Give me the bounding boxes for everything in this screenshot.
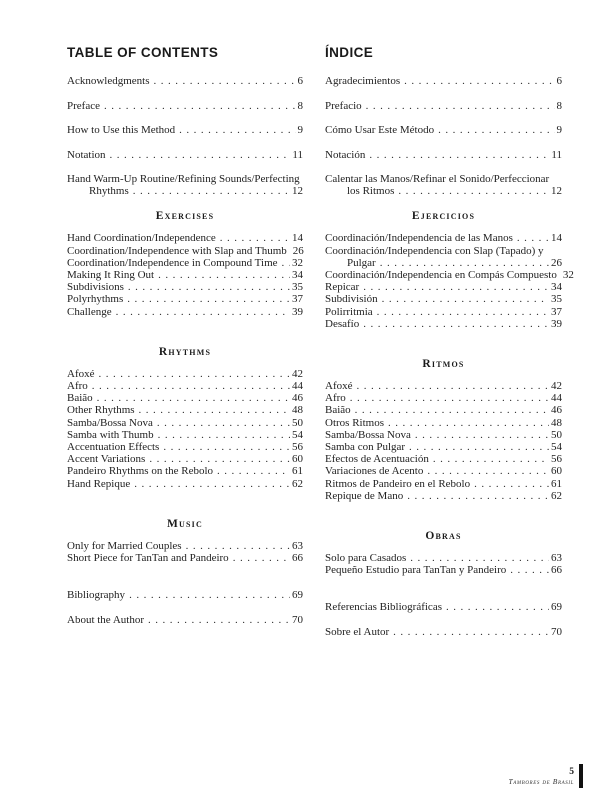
toc-title-spanish: ÍNDICE (325, 45, 374, 60)
toc-entry-label: Hand Coordination/Independence (67, 232, 216, 245)
dot-leader (388, 417, 549, 429)
toc-entry-page: 70 (551, 625, 562, 638)
toc-entry-page: 66 (292, 552, 303, 565)
toc-entry (325, 552, 562, 564)
toc-entry-label: Afoxé (325, 380, 353, 393)
toc-entry-label: Cómo Usar Este Método (325, 124, 435, 136)
toc-entry-page: 62 (292, 477, 303, 490)
toc-entry (325, 392, 562, 404)
toc-entry (325, 465, 562, 477)
toc-entry-page: 61 (551, 477, 562, 490)
toc-entry-label: Only for Married Couples (67, 539, 182, 552)
dot-leader (427, 465, 549, 477)
toc-entry-label: Acknowledgments (67, 75, 150, 87)
toc-entry-label-wrap: los Ritmos (347, 185, 395, 198)
dot-leader (220, 232, 290, 244)
toc-entry (67, 380, 303, 392)
toc-entry-page: 39 (551, 317, 562, 330)
toc-entry-page: 46 (292, 392, 303, 405)
toc-entry (67, 149, 303, 161)
toc-entry-label-wrap: Pulgar (347, 256, 376, 269)
dot-leader (153, 75, 295, 87)
dot-leader (158, 269, 290, 281)
toc-entry-label: Coordination/Independence in Compound Time (67, 256, 278, 269)
toc-entry (325, 478, 562, 490)
toc-section (325, 210, 574, 330)
toc-entry-label: Other Rhythms (67, 404, 135, 417)
section-entries (67, 540, 303, 564)
section-heading: Music (167, 517, 203, 530)
toc-entry-page: 42 (551, 380, 562, 393)
toc-entry-page: 60 (292, 453, 303, 466)
back-matter-list-english (67, 589, 303, 626)
dot-leader (186, 540, 290, 552)
toc-entry (67, 75, 303, 87)
toc-entry-label: Baião (325, 404, 351, 417)
toc-entry-label: Challenge (67, 305, 112, 318)
toc-entry (325, 293, 562, 305)
toc-entry-label: Short Piece for TanTan and Pandeiro (67, 552, 229, 565)
toc-column-spanish (325, 44, 574, 650)
toc-entry-label: Calentar las Manos/Refinar el Sonido/Perfeccionar (325, 173, 550, 185)
toc-entry (67, 589, 303, 601)
toc-entry-label: Sobre el Autor (325, 625, 390, 638)
toc-section (67, 210, 303, 317)
toc-entry (67, 478, 303, 490)
dot-leader (382, 293, 549, 305)
dot-leader (163, 441, 290, 453)
toc-entry (325, 404, 562, 416)
toc-entry-page: 66 (551, 564, 562, 577)
toc-entry (325, 453, 562, 465)
toc-entry-label: Samba/Bossa Nova (325, 428, 411, 441)
toc-entry-label: Pandeiro Rhythms on the Rebolo (67, 465, 214, 478)
toc-entry-label: Solo para Casados (325, 552, 407, 565)
front-matter-list-english (67, 75, 303, 197)
toc-entry-label: Efectos de Acentuación (325, 453, 429, 466)
back-matter-list-spanish (325, 601, 562, 638)
toc-entry-page: 70 (292, 613, 303, 626)
toc-entry-label: Repique de Mano (325, 489, 404, 502)
dot-leader (134, 478, 290, 490)
toc-entry-page: 34 (292, 269, 303, 282)
dot-leader (369, 149, 549, 161)
toc-entry-page: 56 (292, 441, 303, 454)
toc-entry (67, 417, 303, 429)
toc-entry-label: Desafío (325, 317, 360, 330)
toc-entry-label: Samba con Pulgar (325, 441, 406, 454)
toc-entry-label: Coordination/Independence with Slap and Thumb (67, 244, 287, 257)
dot-leader (433, 453, 549, 465)
toc-entry (325, 306, 562, 318)
toc-entry (67, 232, 303, 244)
toc-entry (67, 257, 303, 269)
toc-entry-label: Notación (325, 148, 366, 161)
toc-entry (325, 100, 562, 112)
toc-entry-label: Polirritmia (325, 305, 373, 318)
toc-entry (67, 281, 303, 293)
toc-title-english: TABLE OF CONTENTS (67, 45, 219, 60)
section-entries (325, 380, 562, 502)
toc-entry-page: 69 (551, 601, 562, 614)
dot-leader (363, 281, 549, 293)
toc-entry-label: Hand Repique (67, 477, 131, 490)
toc-entry-page: 6 (556, 75, 562, 87)
toc-entry (67, 306, 303, 318)
toc-entry (325, 318, 562, 330)
toc-entry (325, 124, 562, 136)
toc-entry-page: 37 (292, 293, 303, 306)
dot-leader (97, 392, 290, 404)
dot-leader (398, 185, 549, 197)
dot-leader (179, 124, 295, 136)
toc-entry-page: 63 (551, 552, 562, 565)
dot-leader (128, 281, 290, 293)
dot-leader (404, 75, 554, 87)
dot-leader (99, 368, 291, 380)
toc-entry (325, 149, 562, 161)
dot-leader (149, 453, 290, 465)
section-heading: Ejercicios (411, 210, 476, 223)
toc-entry-page: 35 (292, 281, 303, 294)
page-number: 5 (569, 766, 574, 777)
toc-entry-label: Samba with Thumb (67, 428, 154, 441)
dot-leader (139, 404, 290, 416)
section-entries (325, 552, 562, 576)
toc-entry (67, 368, 303, 380)
toc-entry (67, 540, 303, 552)
section-heading: Obras (425, 530, 462, 543)
toc-entry-label: Referencias Bibliográficas (325, 601, 442, 614)
toc-entry-page: 39 (292, 305, 303, 318)
section-entries (67, 368, 303, 490)
toc-entry (67, 245, 303, 257)
toc-entry-page: 56 (551, 453, 562, 466)
toc-entry-page: 11 (551, 148, 562, 161)
toc-entry (67, 392, 303, 404)
toc-entry-label: Preface (67, 99, 100, 112)
toc-entry-page: 34 (551, 281, 562, 294)
footer-bar (579, 764, 583, 788)
dot-leader (92, 380, 290, 392)
dot-leader (446, 601, 549, 613)
toc-entry (67, 552, 303, 564)
toc-entry-page: 61 (292, 465, 303, 478)
toc-entry-page: 14 (551, 232, 562, 245)
toc-entry-page: 48 (551, 416, 562, 429)
toc-entry-label: Repicar (325, 281, 360, 294)
dot-leader (129, 589, 290, 601)
section-entries (325, 232, 574, 330)
dot-leader (116, 306, 290, 318)
toc-entry-label: Samba/Bossa Nova (67, 416, 153, 429)
toc-entry-label: How to Use this Method (67, 124, 176, 136)
toc-entry-page: 42 (292, 367, 303, 380)
toc-entry-label: Afoxé (67, 367, 95, 380)
toc-section (67, 346, 303, 490)
toc-entry-page: 26 (292, 244, 304, 257)
toc-entry-page: 32 (292, 256, 303, 269)
dot-leader (157, 417, 290, 429)
toc-entry-label: About the Author (67, 613, 144, 626)
dot-leader (133, 185, 290, 197)
toc-entry-page: 9 (556, 124, 562, 136)
toc-entry-page: 8 (556, 99, 562, 112)
dot-leader (104, 100, 296, 112)
toc-entry (67, 293, 303, 305)
toc-entry-page: 8 (297, 99, 303, 112)
toc-entry-page: 6 (297, 75, 303, 87)
section-heading: Exercises (155, 210, 215, 223)
toc-entry-page: 44 (551, 392, 562, 405)
toc-entry-label: Ritmos de Pandeiro en el Rebolo (325, 477, 471, 490)
toc-entry (325, 626, 562, 638)
section-heading: Ritmos (422, 358, 465, 371)
toc-entry-page: 62 (551, 489, 562, 502)
toc-entry-page: 54 (292, 428, 303, 441)
toc-section (325, 530, 562, 576)
toc-entry-page: 26 (551, 256, 562, 269)
toc-entry-page: 50 (292, 416, 303, 429)
toc-entry-continuation (325, 257, 562, 269)
dot-leader (415, 429, 549, 441)
toc-entry-label: Accentuation Effects (67, 441, 160, 454)
toc-entry-continuation (325, 185, 562, 197)
dot-leader (474, 478, 549, 490)
toc-entry-label: Coordinación/Independencia de las Manos (325, 232, 513, 245)
toc-entry (67, 614, 303, 626)
toc-entry (325, 429, 562, 441)
toc-entry (325, 173, 562, 185)
section-heading: Rhythms (158, 345, 212, 358)
toc-entry-page: 46 (551, 404, 562, 417)
toc-entry (325, 441, 562, 453)
toc-entry-page: 60 (551, 465, 562, 478)
dot-leader (282, 257, 290, 269)
toc-entry-page: 63 (292, 539, 303, 552)
sections-spanish (325, 210, 574, 577)
toc-entry-label: Notation (67, 148, 106, 161)
toc-entry (67, 100, 303, 112)
toc-entry (325, 269, 574, 282)
toc-entry-label: Variaciones de Acento (325, 465, 424, 478)
toc-entry-label: Polyrhythms (67, 293, 124, 306)
toc-entry (325, 232, 562, 244)
toc-entry (67, 441, 303, 453)
page-footer (508, 764, 583, 788)
book-title: Tambores de Brasil (508, 776, 574, 786)
toc-entry (67, 124, 303, 136)
toc-entry (325, 417, 562, 429)
toc-entry-label: Agradecimientos (325, 75, 401, 87)
dot-leader (217, 465, 290, 477)
dot-leader (110, 149, 291, 161)
toc-entry-page: 69 (292, 589, 303, 602)
dot-leader (409, 441, 549, 453)
toc-entry-page: 12 (292, 185, 303, 198)
toc-section (325, 358, 562, 502)
dot-leader (377, 306, 549, 318)
dot-leader (407, 490, 549, 502)
toc-entry-page: 12 (551, 185, 562, 198)
toc-entry (325, 75, 562, 87)
toc-section (67, 518, 303, 564)
dot-leader (410, 552, 549, 564)
toc-entry (67, 429, 303, 441)
toc-entry (325, 281, 562, 293)
toc-entry-page: 48 (292, 404, 303, 417)
dot-leader (438, 124, 554, 136)
toc-entry-label: Coordinación/Independencia con Slap (Tapado) y (325, 244, 544, 257)
toc-entry-page: 32 (562, 269, 574, 282)
toc-entry (67, 404, 303, 416)
toc-entry (325, 380, 562, 392)
sections-english (67, 210, 303, 564)
toc-entry-label: Subdivisions (67, 281, 124, 294)
toc-column-english (67, 44, 303, 638)
dot-leader (366, 100, 555, 112)
toc-entry-page: 9 (297, 124, 303, 136)
section-entries (67, 232, 303, 317)
toc-entry-page: 44 (292, 380, 303, 393)
dot-leader (380, 257, 549, 269)
toc-entry-label: Making It Ring Out (67, 269, 155, 282)
toc-entry (325, 564, 562, 576)
toc-entry-label-wrap: Rhythms (89, 185, 129, 198)
toc-entry (67, 453, 303, 465)
toc-entry-page: 54 (551, 441, 562, 454)
dot-leader (127, 293, 290, 305)
dot-leader (510, 564, 549, 576)
dot-leader (233, 552, 290, 564)
dot-leader (350, 392, 549, 404)
toc-entry-page: 11 (292, 148, 303, 161)
toc-entry-label: Accent Variations (67, 453, 146, 466)
toc-entry-label: Pequeño Estudio para TanTan y Pandeiro (325, 564, 507, 577)
toc-entry-label: Prefacio (325, 99, 362, 112)
dot-leader (158, 429, 290, 441)
toc-entry (67, 173, 303, 185)
toc-entry-label: Bibliography (67, 589, 126, 602)
dot-leader (357, 380, 550, 392)
toc-entry-page: 50 (551, 428, 562, 441)
footer-text-block (508, 767, 574, 786)
toc-entry (67, 269, 303, 281)
toc-entry-label: Coordinación/Independencia en Compás Compuesto (325, 269, 557, 282)
dot-leader (363, 318, 549, 330)
toc-entry (325, 245, 562, 257)
toc-entry-label: Otros Ritmos (325, 416, 384, 429)
toc-entry-page: 14 (292, 232, 303, 245)
toc-entry-label: Afro (67, 380, 88, 393)
toc-entry (325, 601, 562, 613)
toc-entry-label: Subdivisión (325, 293, 378, 306)
toc-entry-label: Baião (67, 392, 93, 405)
toc-entry (67, 465, 303, 477)
toc-entry-label: Hand Warm-Up Routine/Refining Sounds/Perfecting (67, 173, 300, 185)
front-matter-list-spanish (325, 75, 562, 197)
toc-entry-page: 37 (551, 305, 562, 318)
toc-entry-label: Afro (325, 392, 346, 405)
toc-entry-page: 35 (551, 293, 562, 306)
dot-leader (148, 614, 290, 626)
toc-entry-continuation (67, 185, 303, 197)
dot-leader (355, 404, 549, 416)
toc-entry (325, 490, 562, 502)
dot-leader (517, 232, 549, 244)
dot-leader (393, 626, 549, 638)
